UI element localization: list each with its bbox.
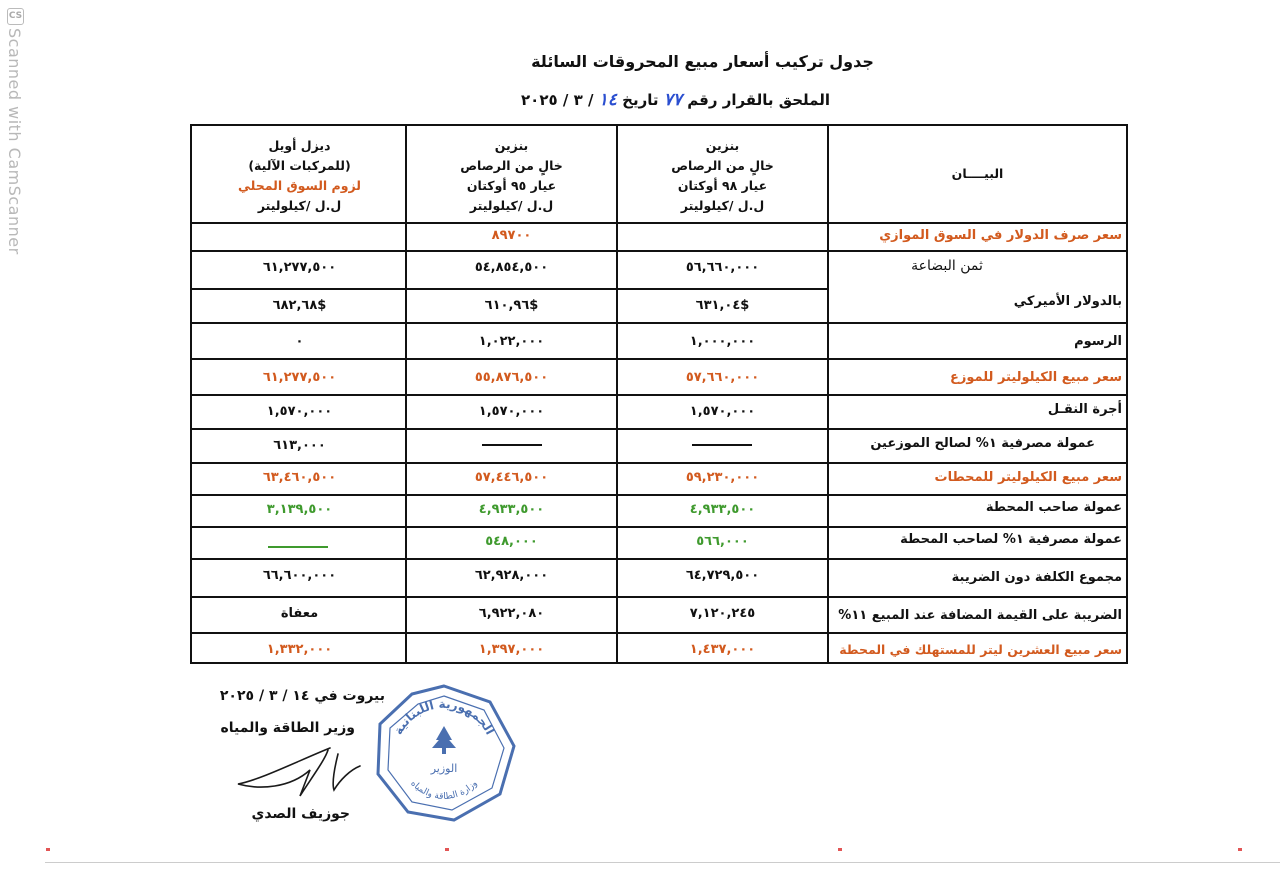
rate-value: ٨٩٧٠٠ <box>491 228 532 243</box>
cell-diesel-distributor: ٦١,٢٧٧,٥٠٠ <box>262 370 337 385</box>
cell-98-station-commission: ٤,٩٣٣,٥٠٠ <box>689 502 756 517</box>
row-label-total-cost: مجموع الكلفة دون الضريبة <box>951 570 1122 585</box>
cell-diesel-transport: ١,٥٧٠,٠٠٠ <box>266 404 333 419</box>
row-label-consumer-price: سعر مبيع العشرين ليتر للمستهلك في المحطة <box>839 642 1122 657</box>
ministry-stamp <box>368 682 520 824</box>
price-table <box>190 124 1128 664</box>
scan-mark <box>1238 848 1242 851</box>
cell-98-station: ٥٩,٢٣٠,٠٠٠ <box>685 470 760 485</box>
cell-98-distributor: ٥٧,٦٦٠,٠٠٠ <box>685 370 760 385</box>
row-label-bank-station: عمولة مصرفية ١% لصاحب المحطة <box>900 532 1122 547</box>
cell-98-vat: ٧,١٢٠,٢٤٥ <box>689 606 756 621</box>
subtitle-prefix: الملحق بالقرار رقم <box>687 91 830 109</box>
watermark-text: Scanned with CamScanner <box>5 28 24 255</box>
scan-mark <box>46 848 50 851</box>
header-label: البيــــان <box>951 166 1004 181</box>
cell-95-goods: ٥٤,٨٥٤,٥٠٠ <box>474 260 549 275</box>
decision-day: ١٤ <box>598 90 617 110</box>
cell-95-bank-station: ٥٤٨,٠٠٠ <box>485 534 538 549</box>
cell-98-consumer: ١,٤٣٧,٠٠٠ <box>689 642 756 657</box>
subtitle-date-label: تاريخ <box>622 91 659 109</box>
document-subtitle <box>300 90 830 110</box>
stamp-center-text: الوزير <box>430 762 458 775</box>
subtitle-date-rest: / ٣ / ٢٠٢٥ <box>521 91 594 109</box>
cell-95-fees: ١,٠٢٢,٠٠٠ <box>478 334 545 349</box>
signature-icon <box>230 740 370 800</box>
cell-98-total: ٦٤,٧٢٩,٥٠٠ <box>685 568 760 583</box>
cell-diesel-fees: ٠ <box>295 334 304 349</box>
cell-98-goods: ٥٦,٦٦٠,٠٠٠ <box>685 260 760 275</box>
row-label-fees: الرسوم <box>1074 334 1122 349</box>
scan-mark <box>445 848 449 851</box>
minister-name: جوزيف الصدي <box>251 806 350 822</box>
header-octane-98: بنزين خالٍ من الرصاص عيار ٩٨ أوكتان ل.ل /كيلوليتر <box>671 138 774 213</box>
row-label-transport: أجرة النقـل <box>1047 402 1122 417</box>
scan-mark <box>838 848 842 851</box>
cell-diesel-goods: ٦١,٢٧٧,٥٠٠ <box>262 260 337 275</box>
row-label-vat: الضريبة على القيمة المضافة عند المبيع ١١% <box>838 608 1122 623</box>
cell-diesel-station-commission: ٣,١٣٩,٥٠٠ <box>266 502 333 517</box>
cell-98-bank-distributors-dash <box>692 444 752 446</box>
bottom-rule <box>45 862 1280 863</box>
cell-95-distributor: ٥٥,٨٧٦,٥٠٠ <box>474 370 549 385</box>
cell-98-transport: ١,٥٧٠,٠٠٠ <box>689 404 756 419</box>
document-title: جدول تركيب أسعار مبيع المحروقات السائلة <box>531 52 874 71</box>
place-date: بيروت في ١٤ / ٣ / ٢٠٢٥ <box>219 688 385 704</box>
cell-diesel-consumer: ١,٣٣٢,٠٠٠ <box>266 642 333 657</box>
cell-98-fees: ١,٠٠٠,٠٠٠ <box>689 334 756 349</box>
cell-diesel-bank-station-dash <box>268 546 328 548</box>
row-label-usd: بالدولار الأميركي <box>1013 294 1122 309</box>
cedar-icon <box>432 726 456 754</box>
cell-diesel-usd: ٦٨٢,٦٨$ <box>272 298 327 313</box>
cell-95-vat: ٦,٩٢٢,٠٨٠ <box>478 606 545 621</box>
camscanner-watermark <box>4 8 30 308</box>
cell-95-total: ٦٢,٩٢٨,٠٠٠ <box>474 568 549 583</box>
row-label-station-price: سعر مبيع الكيلوليتر للمحطات <box>934 470 1122 485</box>
stamp-bottom-text: وزارة الطاقة والمياه <box>408 778 480 802</box>
decision-number: ٧٧ <box>663 90 683 110</box>
camscanner-logo-icon: CS <box>7 8 24 25</box>
cell-diesel-station: ٦٣,٤٦٠,٥٠٠ <box>262 470 337 485</box>
cell-95-consumer: ١,٣٩٧,٠٠٠ <box>478 642 545 657</box>
row-label-bank-distributors: عمولة مصرفية ١% لصالح الموزعين <box>870 436 1095 451</box>
cell-diesel-bank-distributors: ٦١٣,٠٠٠ <box>273 438 326 453</box>
cell-diesel-total: ٦٦,٦٠٠,٠٠٠ <box>262 568 337 583</box>
cell-98-bank-station: ٥٦٦,٠٠٠ <box>696 534 749 549</box>
cell-95-transport: ١,٥٧٠,٠٠٠ <box>478 404 545 419</box>
row-label-distributor-price: سعر مبيع الكيلوليتر للموزع <box>950 370 1122 385</box>
header-diesel: ديزل أويل (للمركبات الآلية) لزوم السوق المحلي ل.ل /كيلوليتر <box>238 138 361 213</box>
cell-95-usd: ٦١٠,٩٦$ <box>484 298 539 313</box>
cell-98-usd: ٦٣١,٠٤$ <box>695 298 750 313</box>
rate-label: سعر صرف الدولار في السوق الموازي <box>879 228 1122 243</box>
row-label-goods: ثمن البضاعة <box>911 258 983 274</box>
cell-95-station-commission: ٤,٩٣٣,٥٠٠ <box>478 502 545 517</box>
cell-95-station: ٥٧,٤٤٦,٥٠٠ <box>474 470 549 485</box>
stamp-top-text: الجمهورية اللبنانية <box>390 696 498 737</box>
minister-title: وزير الطاقة والمياه <box>220 720 355 736</box>
header-octane-95: بنزين خالٍ من الرصاص عيار ٩٥ أوكتان ل.ل /كيلوليتر <box>460 138 563 213</box>
cell-diesel-vat: معفاة <box>280 606 319 621</box>
row-label-station-commission: عمولة صاحب المحطة <box>985 500 1122 515</box>
cell-95-bank-distributors-dash <box>482 444 542 446</box>
